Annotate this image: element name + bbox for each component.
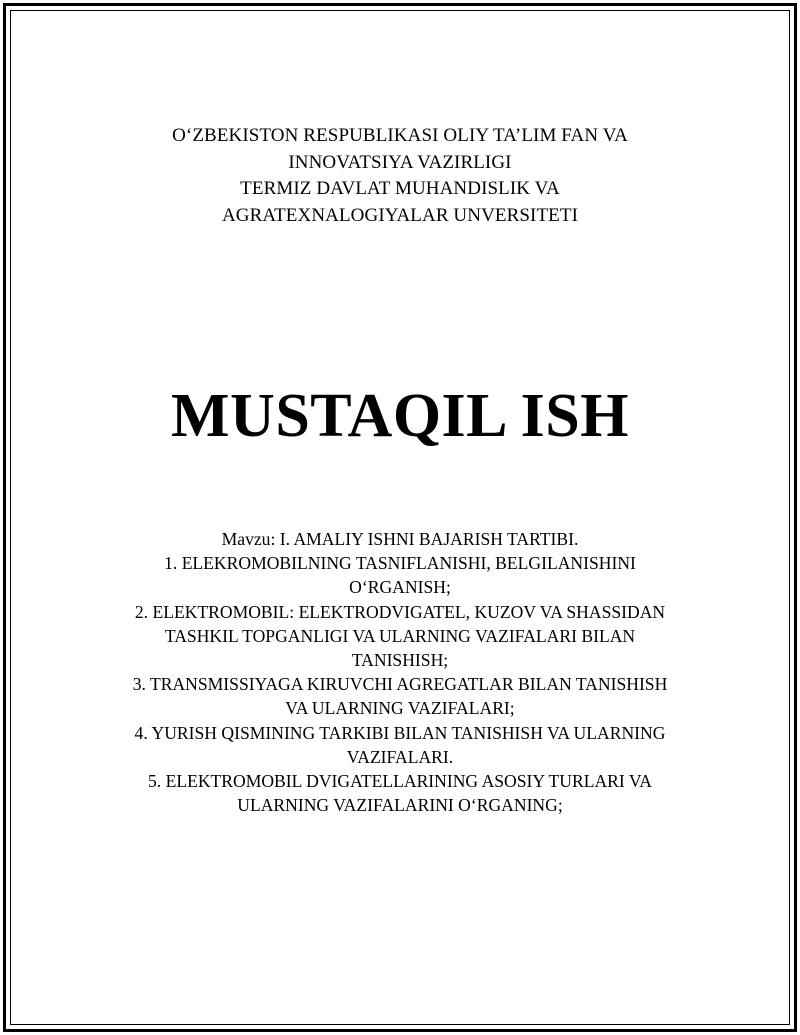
topic-line: 3. TRANSMISSIYAGA KIRUVCHI AGREGATLAR BILAN TANISHISH xyxy=(132,674,668,695)
topic-line: TANISHISH; xyxy=(351,650,449,671)
header-line: O‘ZBEKISTON RESPUBLIKASI OLIY TA’LIM FAN VA xyxy=(172,125,628,146)
topic-line: TASHKIL TOPGANLIGI VA ULARNING VAZIFALARI BILAN xyxy=(164,625,636,646)
header-line: AGRATEXNALOGIYALAR UNVERSITETI xyxy=(221,204,579,226)
header-line: TERMIZ DAVLAT MUHANDISLIK VA xyxy=(240,178,560,199)
institution-header xyxy=(0,123,800,229)
topic-line: 5. ELEKTROMOBIL DVIGATELLARINING ASOSIY TURLARI VA xyxy=(147,771,652,792)
topic-line: 1. ELEKROMOBILNING TASNIFLANISHI, BELGILANISHINI xyxy=(164,553,636,574)
topic-line: 4. YURISH QISMINING TARKIBI BILAN TANISHISH VA ULARNING xyxy=(134,722,666,743)
topic-line: VAZIFALARI. xyxy=(346,746,454,767)
topic-line: ULARNING VAZIFALARINI O‘RGANING; xyxy=(237,795,563,816)
document-title: MUSTAQIL ISH xyxy=(171,382,629,450)
topic-line: VA ULARNING VAZIFALARI; xyxy=(285,698,515,719)
topic-line: O‘RGANISH; xyxy=(349,577,451,598)
header-line: INNOVATSIYA VAZIRLIGI xyxy=(288,151,512,173)
topic-section xyxy=(0,527,800,817)
topic-line: 2. ELEKTROMOBIL: ELEKTRODVIGATEL, KUZOV VA SHASSIDAN xyxy=(134,601,666,622)
topic-line: Mavzu: I. AMALIY ISHNI BAJARISH TARTIBI. xyxy=(221,529,579,549)
